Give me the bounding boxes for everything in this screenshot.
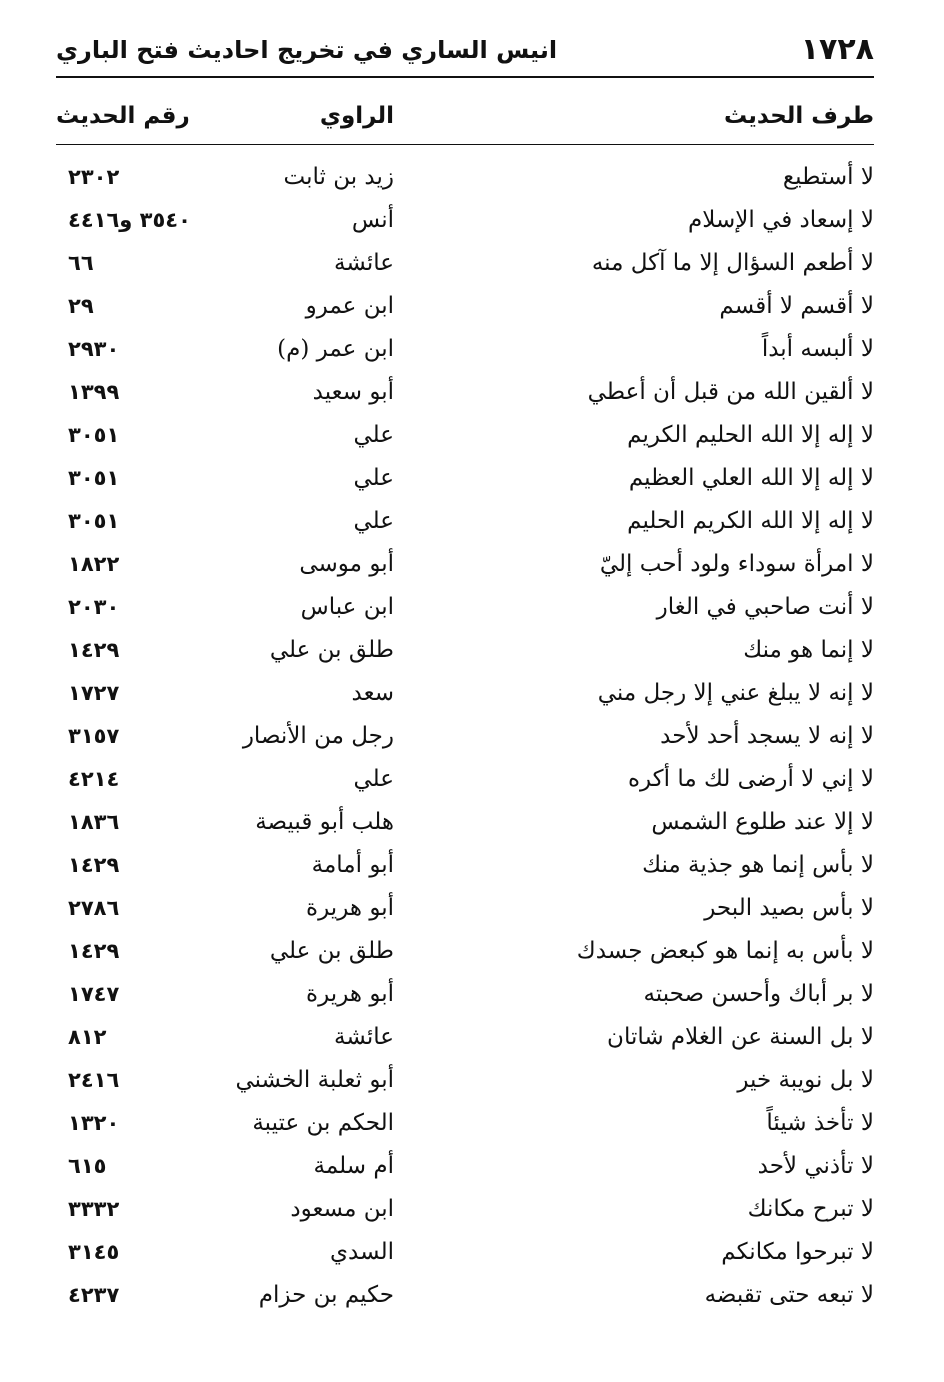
hadith-number: ١٤٢٩: [68, 939, 120, 963]
hadith-number: ٢٠٣٠: [68, 595, 120, 619]
table-row: [56, 543, 874, 586]
hadith-number: ١٨٢٢: [68, 552, 120, 576]
narrator: حكيم بن حزام: [258, 1282, 394, 1308]
hadith-number: ٦١٥: [68, 1154, 107, 1178]
hadith-number: ١٧٤٧: [68, 982, 120, 1006]
hadith-number: ٤٢١٤: [68, 767, 120, 791]
hadith-text: لا أقسم لا أقسم: [719, 293, 874, 319]
hadith-text: لا إلا عند طلوع الشمس: [651, 809, 874, 835]
narrator: ابن عباس: [300, 594, 394, 620]
narrator: السدي: [330, 1239, 394, 1265]
table-row: [56, 1274, 874, 1317]
page-number: ١٧٢٨: [800, 32, 874, 67]
table-row: [56, 156, 874, 199]
table-row: [56, 371, 874, 414]
hadith-text: لا بأس بصيد البحر: [704, 895, 874, 921]
table-row: [56, 1145, 874, 1188]
hadith-number: ٢٤١٦: [68, 1068, 120, 1092]
hadith-text: لا إله إلا الله العلي العظيم: [628, 465, 874, 491]
hadith-index-table: [56, 92, 874, 1308]
hadith-number: ٣٠٥١: [68, 423, 120, 447]
column-header-hadith-number: رقم الحديث: [56, 103, 190, 129]
table-row: [56, 1059, 874, 1102]
hadith-text: لا أطعم السؤال إلا ما آكل منه: [591, 250, 874, 276]
table-row: [56, 199, 874, 242]
table-row: [56, 930, 874, 973]
hadith-number: ٢٩٣٠: [68, 337, 120, 361]
hadith-number: ١٨٣٦: [68, 810, 120, 834]
hadith-text: لا إله إلا الله الكريم الحليم: [627, 508, 874, 534]
hadith-number: ٣٠٥١: [68, 466, 120, 490]
table-header-row: [56, 92, 874, 140]
table-row: [56, 1231, 874, 1274]
table-row: [56, 1102, 874, 1145]
table-row: [56, 285, 874, 328]
narrator: أبو موسى: [299, 551, 394, 577]
narrator: سعد: [351, 680, 394, 706]
table-body: [56, 156, 874, 1317]
table-row: [56, 457, 874, 500]
hadith-text: لا تبعه حتى تقبضه: [704, 1282, 874, 1308]
column-header-hadith-text: طرف الحديث: [723, 103, 874, 129]
table-row: [56, 758, 874, 801]
table-row: [56, 629, 874, 672]
hadith-number: ١٧٢٧: [68, 681, 120, 705]
table-row: [56, 844, 874, 887]
narrator: أبو ثعلبة الخشني: [235, 1067, 394, 1093]
hadith-text: لا إنما هو منك: [743, 637, 874, 663]
hadith-text: لا بل نويبة خير: [737, 1067, 874, 1093]
hadith-number: ٢٣٠٢: [68, 165, 120, 189]
table-row: [56, 500, 874, 543]
narrator: عائشة: [334, 1024, 394, 1050]
table-row: [56, 672, 874, 715]
hadith-text: لا إنه لا يسجد أحد لأحد: [660, 723, 874, 749]
hadith-text: لا بل السنة عن الغلام شاتان: [607, 1024, 874, 1050]
hadith-text: لا ألقين الله من قبل أن أعطي: [587, 379, 874, 405]
hadith-text: لا أنت صاحبي في الغار: [656, 594, 874, 620]
hadith-text: لا إسعاد في الإسلام: [688, 207, 874, 233]
table-row: [56, 1188, 874, 1231]
column-header-rule: [56, 144, 874, 145]
hadith-text: لا ألبسه أبداً: [761, 336, 874, 362]
hadith-number: ٢٧٨٦: [68, 896, 120, 920]
hadith-number: ٣٣٣٢: [68, 1197, 120, 1221]
hadith-number: ١٣٢٠: [68, 1111, 120, 1135]
hadith-number: ١٤٢٩: [68, 638, 120, 662]
hadith-text: لا بأس إنما هو جذية منك: [642, 852, 874, 878]
narrator: هلب أبو قبيصة: [255, 809, 394, 835]
hadith-text: لا تبرحوا مكانكم: [721, 1239, 874, 1265]
header-rule: [56, 76, 874, 78]
table-row: [56, 328, 874, 371]
narrator: طلق بن علي: [269, 938, 394, 964]
narrator: عائشة: [334, 250, 394, 276]
hadith-text: لا تأخذ شيئاً: [766, 1110, 874, 1136]
table-row: [56, 414, 874, 457]
hadith-number: ٣٥٤٠ و٤٤١٦: [68, 208, 191, 232]
narrator: أبو سعيد: [312, 379, 394, 405]
hadith-number: ٤٢٣٧: [68, 1283, 120, 1307]
narrator: الحكم بن عتيبة: [252, 1110, 394, 1136]
book-title: انيس الساري في تخريج احاديث فتح الباري: [56, 36, 558, 64]
hadith-text: لا إني لا أرضى لك ما أكره: [627, 766, 874, 792]
running-head: [56, 30, 874, 70]
hadith-text: لا تبرح مكانك: [747, 1196, 874, 1222]
table-row: [56, 242, 874, 285]
hadith-number: ٣١٥٧: [68, 724, 120, 748]
hadith-number: ٦٦: [68, 251, 94, 275]
hadith-text: لا إنه لا يبلغ عني إلا رجل مني: [597, 680, 874, 706]
hadith-number: ١٣٩٩: [68, 380, 120, 404]
narrator: علي: [353, 766, 394, 792]
hadith-number: ١٤٢٩: [68, 853, 120, 877]
table-row: [56, 715, 874, 758]
hadith-text: لا بأس به إنما هو كبعض جسدك: [576, 938, 874, 964]
table-row: [56, 801, 874, 844]
hadith-text: لا امرأة سوداء ولود أحب إليّ: [599, 551, 874, 577]
narrator: أنس: [351, 207, 394, 233]
table-row: [56, 586, 874, 629]
narrator: أبو أمامة: [311, 852, 394, 878]
narrator: ابن عمرو: [305, 293, 394, 319]
narrator: علي: [353, 465, 394, 491]
hadith-text: لا إله إلا الله الحليم الكريم: [627, 422, 874, 448]
hadith-text: لا بر أباك وأحسن صحبته: [643, 981, 874, 1007]
narrator: أبو هريرة: [306, 981, 394, 1007]
column-header-narrator: الراوي: [319, 103, 394, 129]
narrator: أبو هريرة: [306, 895, 394, 921]
hadith-number: ٨١٢: [68, 1025, 107, 1049]
narrator: زيد بن ثابت: [283, 164, 394, 190]
table-row: [56, 973, 874, 1016]
table-row: [56, 1016, 874, 1059]
narrator: ابن عمر (م): [277, 336, 394, 362]
narrator: ابن مسعود: [290, 1196, 394, 1222]
hadith-number: ٢٩: [68, 294, 94, 318]
hadith-number: ٣٠٥١: [68, 509, 120, 533]
hadith-text: لا أستطيع: [782, 164, 874, 190]
narrator: أم سلمة: [313, 1153, 394, 1179]
narrator: علي: [353, 508, 394, 534]
table-row: [56, 887, 874, 930]
hadith-text: لا تأذني لأحد: [757, 1153, 874, 1179]
narrator: طلق بن علي: [269, 637, 394, 663]
hadith-number: ٣١٤٥: [68, 1240, 120, 1264]
narrator: علي: [353, 422, 394, 448]
narrator: رجل من الأنصار: [242, 723, 394, 749]
